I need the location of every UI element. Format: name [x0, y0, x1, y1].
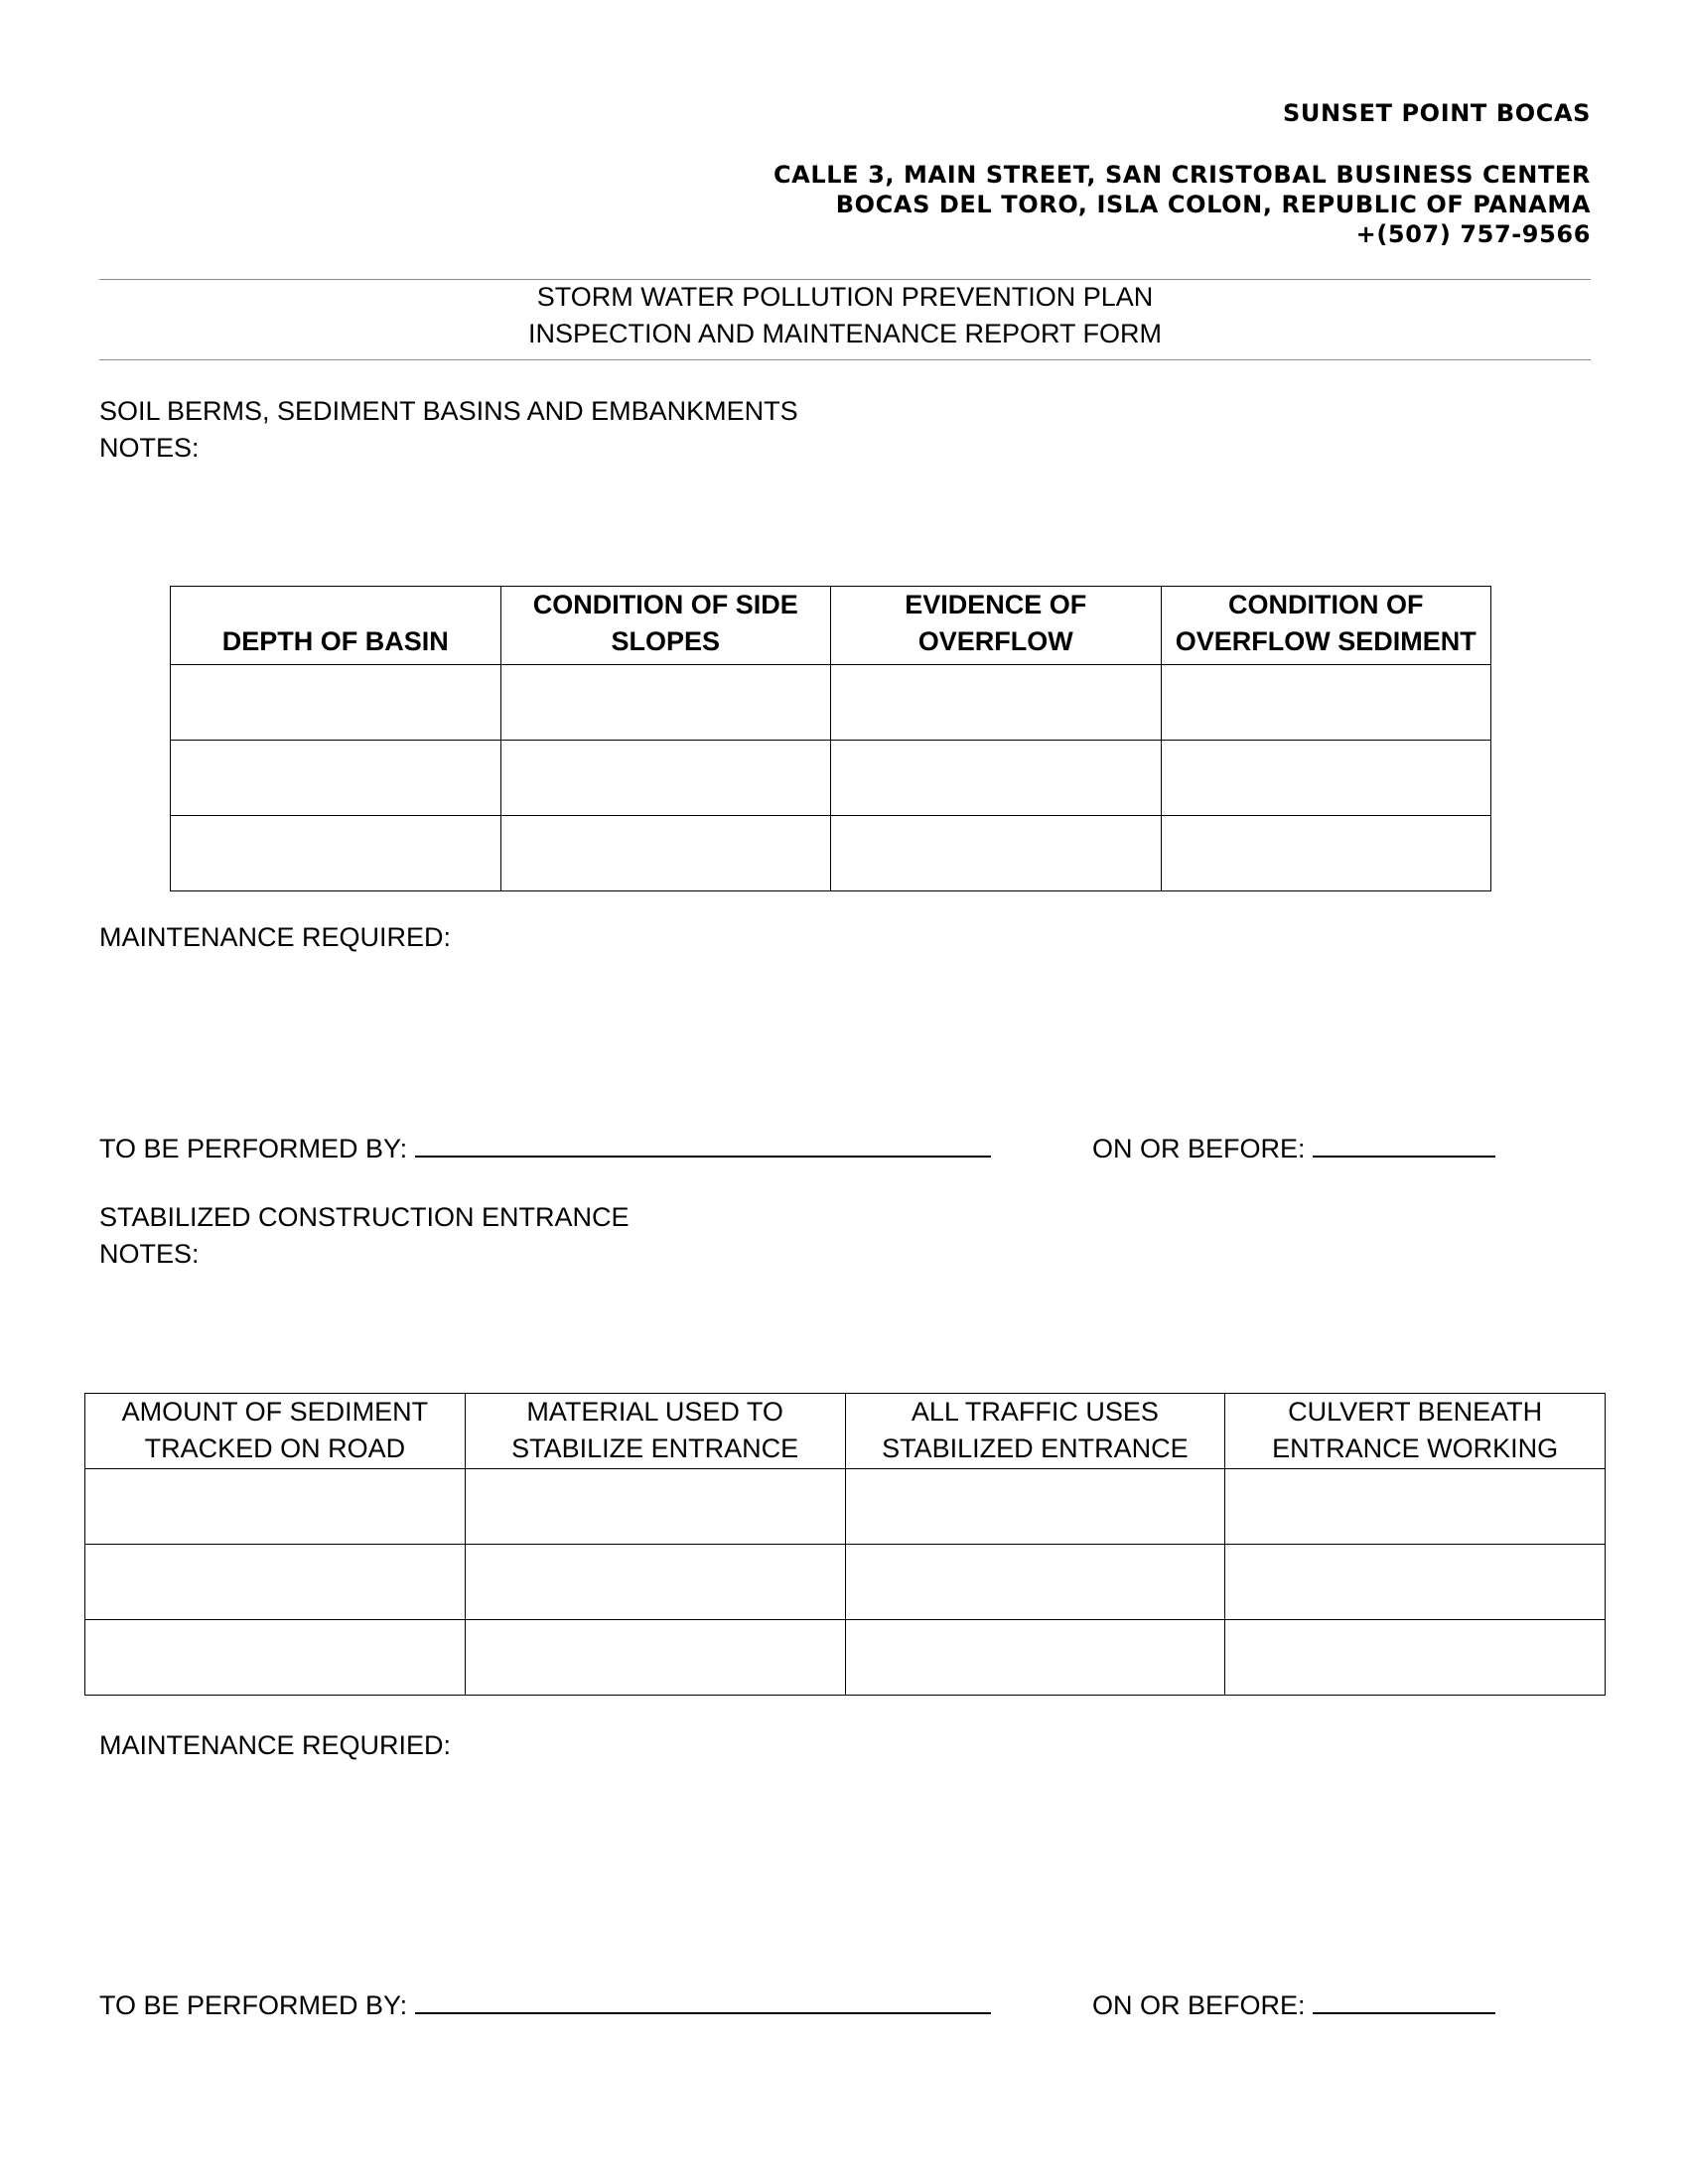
section1-heading: SOIL BERMS, SEDIMENT BASINS AND EMBANKMENTS [99, 396, 798, 426]
table-header-row [85, 1394, 1606, 1469]
section2-heading: STABILIZED CONSTRUCTION ENTRANCE [99, 1202, 630, 1232]
table-cell[interactable] [1225, 1545, 1606, 1620]
table-row [171, 665, 1491, 741]
table-cell[interactable] [831, 665, 1162, 741]
section1-notes-label: NOTES: [99, 433, 200, 463]
title-bottom-rule [99, 359, 1591, 360]
address-line-2: BOCAS DEL TORO, ISLA COLON, REPUBLIC OF PANAMA [835, 191, 1591, 218]
table-cell[interactable] [85, 1545, 466, 1620]
column-header-all-traffic-uses: ALL TRAFFIC USES STABILIZED ENTRANCE [845, 1394, 1225, 1469]
column-header-depth-of-basin: DEPTH OF BASIN [171, 587, 501, 665]
table-row [85, 1620, 1606, 1696]
section2-on-or-before-field [1092, 1986, 1495, 2024]
table-row [171, 816, 1491, 891]
section2-maintenance-label: MAINTENANCE REQURIED: [99, 1730, 452, 1760]
column-header-culvert-beneath: CULVERT BENEATH ENTRANCE WORKING [1225, 1394, 1606, 1469]
section1-on-or-before-field [1092, 1130, 1495, 1167]
performed-by-label: TO BE PERFORMED BY: [99, 1990, 408, 2020]
table-cell[interactable] [85, 1469, 466, 1545]
table-cell[interactable] [465, 1620, 845, 1696]
table-cell[interactable] [500, 816, 831, 891]
table-cell[interactable] [171, 741, 501, 816]
table-cell[interactable] [1225, 1469, 1606, 1545]
section2-performed-by-field [99, 1986, 991, 2024]
table-cell[interactable] [831, 816, 1162, 891]
table-cell[interactable] [845, 1469, 1225, 1545]
table-cell[interactable] [831, 741, 1162, 816]
performed-by-blank[interactable] [415, 1986, 991, 2014]
table-cell[interactable] [465, 1469, 845, 1545]
table-row [85, 1545, 1606, 1620]
table-cell[interactable] [1225, 1620, 1606, 1696]
form-title-line-2: INSPECTION AND MAINTENANCE REPORT FORM [527, 319, 1163, 348]
performed-by-blank[interactable] [415, 1130, 991, 1158]
section2-notes-label: NOTES: [99, 1239, 200, 1269]
table-cell[interactable] [85, 1620, 466, 1696]
phone-number: +(507) 757-9566 [1355, 220, 1591, 248]
table-cell[interactable] [1161, 741, 1491, 816]
table-cell[interactable] [500, 741, 831, 816]
company-name: SUNSET POINT BOCAS [1283, 99, 1591, 127]
form-title-line-1: STORM WATER POLLUTION PREVENTION PLAN [536, 282, 1154, 312]
column-header-evidence-of-overflow: EVIDENCE OF OVERFLOW [831, 587, 1162, 665]
performed-by-label: TO BE PERFORMED BY: [99, 1134, 408, 1163]
column-header-amount-of-sediment: AMOUNT OF SEDIMENT TRACKED ON ROAD [85, 1394, 466, 1469]
table-row [171, 741, 1491, 816]
table-cell[interactable] [500, 665, 831, 741]
table-cell[interactable] [171, 816, 501, 891]
table-cell[interactable] [1161, 665, 1491, 741]
form-title [99, 279, 1591, 352]
section1-performed-by-field [99, 1130, 991, 1167]
table-cell[interactable] [1161, 816, 1491, 891]
table-cell[interactable] [171, 665, 501, 741]
column-header-material-used: MATERIAL USED TO STABILIZE ENTRANCE [465, 1394, 845, 1469]
table-row [85, 1469, 1606, 1545]
table-header-row [171, 587, 1491, 665]
address-line-1: CALLE 3, MAIN STREET, SAN CRISTOBAL BUSINESS CENTER [773, 161, 1591, 189]
column-header-condition-of-overflow-sediment: CONDITION OF OVERFLOW SEDIMENT [1161, 587, 1491, 665]
table-cell[interactable] [845, 1545, 1225, 1620]
basin-inspection-table [170, 586, 1491, 891]
on-or-before-blank[interactable] [1313, 1986, 1495, 2014]
column-header-condition-of-side-slopes: CONDITION OF SIDE SLOPES [500, 587, 831, 665]
on-or-before-label: ON OR BEFORE: [1092, 1990, 1306, 2020]
entrance-inspection-table [84, 1393, 1606, 1696]
company-address [498, 160, 1591, 249]
on-or-before-label: ON OR BEFORE: [1092, 1134, 1306, 1163]
table-cell[interactable] [845, 1620, 1225, 1696]
table-cell[interactable] [465, 1545, 845, 1620]
on-or-before-blank[interactable] [1313, 1130, 1495, 1158]
section1-maintenance-label: MAINTENANCE REQUIRED: [99, 922, 452, 952]
